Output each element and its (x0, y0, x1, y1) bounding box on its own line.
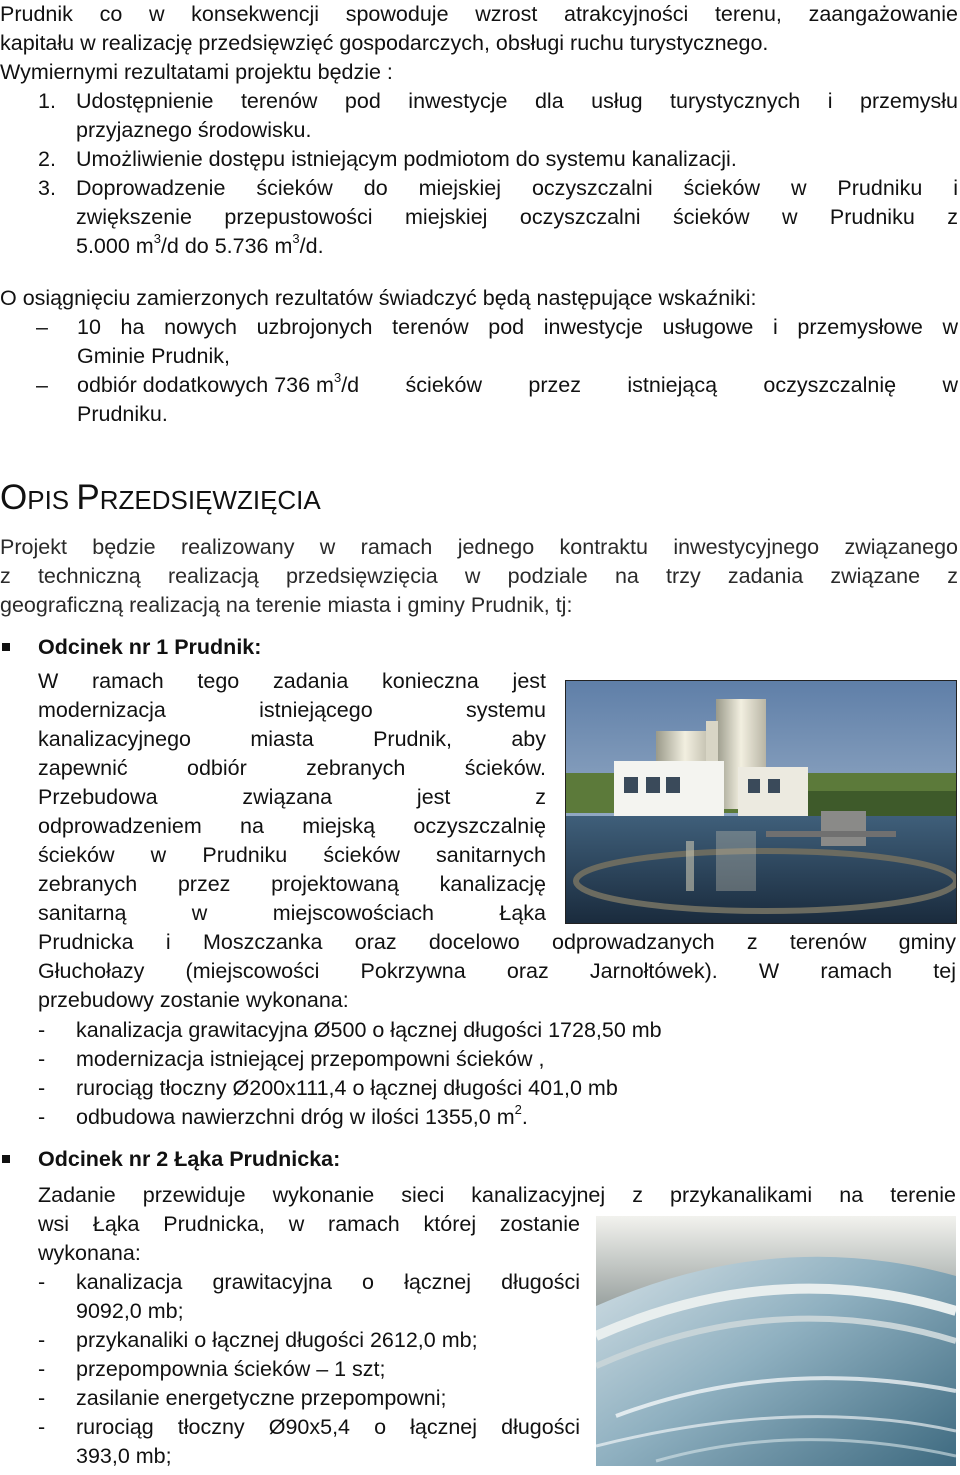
title-cap: P (76, 478, 100, 517)
item-text: odbudowa nawierzchni dróg w ilości 1355,0 m (76, 1105, 515, 1129)
list-item-text: rurociąg tłoczny Ø200x111,4 o łącznej długości 401,0 mb (76, 1076, 618, 1100)
odcinek1-line: modernizacja istniejącego systemu (38, 698, 546, 722)
indicator-line: Prudniku. (77, 402, 168, 426)
odcinek2-line: wykonana: (38, 1241, 141, 1265)
dash-bullet: - (38, 1270, 46, 1294)
dash-bullet: – (36, 373, 48, 397)
section-intro-line: z techniczną realizacją przedsięwzięcia w podziale na trzy zadania związane z (0, 564, 958, 588)
indicator-item-2 (0, 371, 958, 429)
odcinek1-wide-text (38, 928, 956, 1015)
intro-paragraph (0, 0, 958, 87)
indicator-text-a (77, 371, 341, 400)
indicator-item-1 (0, 313, 958, 371)
result-line: zwiększenie przepustowości miejskiej oczyszczalni ścieków w Prudniku z (76, 205, 958, 229)
result-number: 2. (38, 147, 56, 171)
odcinek1-line: Głuchołazy (miejscowości Pokrzywna oraz Jarnołtówek). W ramach tej (38, 959, 956, 983)
title-rest: PIS (27, 485, 77, 515)
list-item-text: zasilanie energetyczne przepompowni; (76, 1386, 447, 1410)
list-item (38, 1074, 956, 1103)
indicators-block (0, 284, 958, 429)
result-line: Umożliwienie dostępu istniejącym podmiotom do systemu kanalizacji. (76, 147, 737, 171)
indicator-text-b: /d ścieków przez istniejącą oczyszczalnię w (341, 373, 958, 397)
indicators-intro: O osiągnięciu zamierzonych rezultatów świadczyć będą następujące wskaźniki: (0, 286, 757, 310)
capacity-to: /d do 5.736 m (160, 234, 293, 258)
dash-bullet: - (38, 1357, 46, 1381)
square-bullet-icon (2, 1155, 10, 1163)
odcinek2-narrow-text (38, 1210, 580, 1268)
title-rest: RZEDSIĘWZIĘCIA (99, 485, 321, 515)
dash-bullet: - (38, 1047, 46, 1071)
section-intro-line: Projekt będzie realizowany w ramach jednego kontraktu inwestycyjnego związanego (0, 535, 958, 559)
dash-bullet: - (38, 1018, 46, 1042)
list-item-text: 393,0 mb; (76, 1444, 172, 1468)
capacity-from: 5.000 m (76, 234, 154, 258)
odcinek1-line: przebudowy zostanie wykonana: (38, 988, 349, 1012)
list-item-text (76, 1103, 528, 1132)
list-item-text: kanalizacja grawitacyjna o łącznej długości (76, 1270, 580, 1294)
list-item (38, 1045, 956, 1074)
result-number: 1. (38, 89, 56, 113)
list-item (38, 1384, 580, 1413)
list-item-text: przepompownia ścieków – 1 szt; (76, 1357, 386, 1381)
superscript: 3 (292, 230, 300, 246)
result-line: Udostępnienie terenów pod inwestycje dla usług turystycznych i przemysłu (76, 89, 958, 113)
results-intro: Wymiernymi rezultatami projektu będzie : (0, 60, 393, 84)
section-intro-line: geograficzną realizacją na terenie miasta i gminy Prudnik, tj: (0, 593, 573, 617)
dash-bullet: - (38, 1328, 46, 1352)
result-item-3 (38, 174, 958, 261)
odcinek1-line: Prudnicka i Moszczanka oraz docelowo odprowadzanych z terenów gminy (38, 930, 956, 954)
indicator-line: Gminie Prudnik, (77, 344, 230, 368)
odcinek1-line: W ramach tego zadania konieczna jest (38, 669, 546, 693)
treatment-plant-photo (565, 680, 957, 924)
odcinek1-line: zapewnić odbiór zebranych ścieków. (38, 756, 546, 780)
list-item-text: przykanaliki o łącznej długości 2612,0 mb; (76, 1328, 478, 1352)
odcinek2-items (38, 1268, 580, 1471)
odcinek1-items (38, 1016, 956, 1132)
indicator-line (77, 371, 958, 400)
results-list (38, 87, 958, 261)
title-cap: O (0, 478, 28, 517)
section-title (0, 476, 321, 522)
treatment-plant-illustration (566, 681, 956, 923)
odcinek2-line: wsi Łąka Prudnicka, w ramach której zostanie (38, 1212, 580, 1236)
indicator-value: odbiór dodatkowych 736 m (77, 373, 334, 397)
list-item-text: 9092,0 mb; (76, 1299, 184, 1323)
indicator-line: 10 ha nowych uzbrojonych terenów pod inwestycje usługowe i przemysłowe w (77, 315, 958, 339)
odcinek1-narrow-text (38, 667, 546, 928)
intro-line: Prudnik co w konsekwencji spowoduje wzrost atrakcyjności terenu, zaangażowanie (0, 2, 958, 26)
result-number: 3. (38, 176, 56, 200)
odcinek1-line: zebranych przez projektowaną kanalizację (38, 872, 546, 896)
odcinek2-first (38, 1181, 956, 1210)
list-item (38, 1016, 956, 1045)
odcinek1-line: ścieków w Prudniku ścieków sanitarnych (38, 843, 546, 867)
result-item-2 (38, 145, 958, 174)
superscript: 3 (153, 230, 161, 246)
water-tank-photo (596, 1216, 956, 1466)
dash-bullet: - (38, 1076, 46, 1100)
list-item (38, 1103, 956, 1132)
section-intro (0, 533, 958, 620)
dash-bullet: - (38, 1415, 46, 1439)
list-item-text: modernizacja istniejącej przepompowni ścieków , (76, 1047, 545, 1071)
list-item (38, 1268, 580, 1326)
odcinek2-heading: Odcinek nr 2 Łąka Prudnicka: (38, 1147, 341, 1171)
odcinek1-line: Przebudowa związana jest z (38, 785, 546, 809)
result-line-last (76, 232, 958, 261)
superscript: 2 (514, 1101, 522, 1117)
list-item (38, 1355, 580, 1384)
result-item-1 (38, 87, 958, 145)
dash-bullet: – (36, 315, 48, 339)
result-line: przyjaznego środowisku. (76, 118, 312, 142)
intro-line: kapitału w realizację przedsięwzięć gospodarczych, obsługi ruchu turystycznego. (0, 31, 769, 55)
water-tank-illustration (596, 1216, 956, 1466)
superscript: 3 (333, 369, 342, 385)
square-bullet-icon (2, 643, 10, 651)
list-item (38, 1413, 580, 1471)
list-item-text: kanalizacja grawitacyjna Ø500 o łącznej długości 1728,50 mb (76, 1018, 662, 1042)
odcinek1-line: kanalizacyjnego miasta Prudnik, aby (38, 727, 546, 751)
odcinek1-heading: Odcinek nr 1 Prudnik: (38, 635, 262, 659)
list-item-text: rurociąg tłoczny Ø90x5,4 o łącznej długości (76, 1415, 580, 1439)
dash-bullet: - (38, 1105, 46, 1129)
odcinek2-line: Zadanie przewiduje wykonanie sieci kanalizacyjnej z przykanalikami na terenie (38, 1183, 956, 1207)
item-text: . (521, 1105, 528, 1129)
result-line: Doprowadzenie ścieków do miejskiej oczyszczalni ścieków w Prudniku i (76, 176, 958, 200)
dash-bullet: - (38, 1386, 46, 1410)
list-item (38, 1326, 580, 1355)
odcinek1-line: sanitarną w miejscowościach Łąka (38, 901, 546, 925)
capacity-unit: /d. (299, 234, 324, 258)
odcinek1-line: odprowadzeniem na miejską oczyszczalnię (38, 814, 546, 838)
